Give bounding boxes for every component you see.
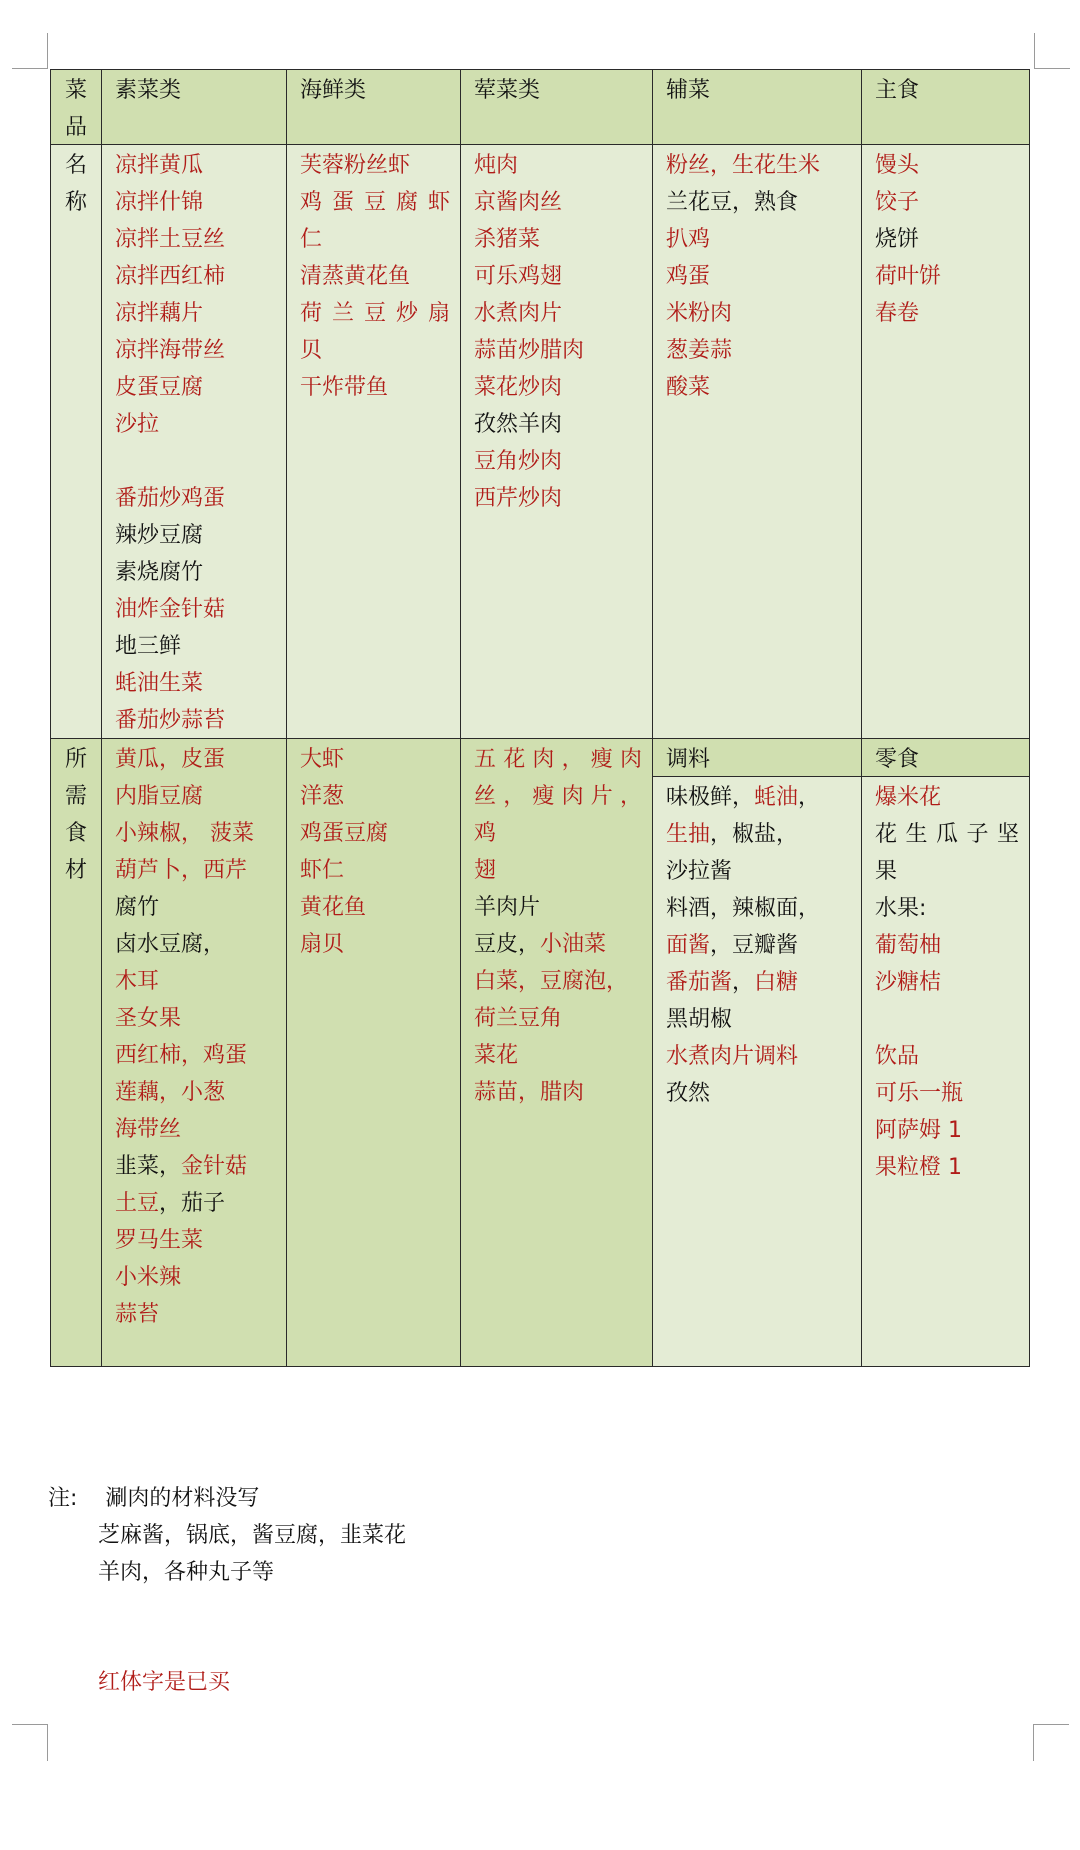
list-item [474,778,652,852]
bought-item-text: 西红柿， [115,1043,204,1068]
bought-item-text: 水煮肉片 [474,301,563,326]
list-item [115,443,286,480]
bought-item-text: 米粉肉 [666,301,733,326]
header-label: 素菜类 [115,78,182,103]
bought-item-text: 蒜苗，腊肉 [474,1080,585,1105]
list-item [666,816,861,853]
bought-item-text: 春卷 [875,301,920,326]
list-item [666,221,861,258]
bought-item-text: 圣女果 [115,1006,182,1031]
bought-item-text: 扇贝 [300,932,345,957]
dishes-vegetarian [101,144,287,739]
bought-item-text: 番茄酱 [666,970,733,995]
page-corner-mark-top-right [1034,33,1070,69]
notes-line-3: 羊肉，各种丸子等 [98,1560,275,1585]
bought-item-text: 生抽 [666,822,711,847]
list-item [666,332,861,369]
list-item [300,815,460,852]
item-text: ，豆瓣酱 [710,933,799,958]
list-item [666,369,861,406]
bought-item-text: 生花生米 [732,153,821,178]
bought-item-text: 蒜苗炒腊肉 [474,338,585,363]
bought-item-text: 蚝油生菜 [115,671,204,696]
list-item [115,1148,286,1185]
item-text: 黑胡椒 [666,1007,733,1032]
item-text: 花 生 瓜 子 坚 [875,822,1019,847]
list-item [875,927,1029,964]
list-item [115,554,286,591]
item-text: ，椒盐， [710,822,799,847]
item-text: 沙拉酱 [666,859,733,884]
item-text: 孜然羊肉 [474,412,563,437]
list-item [115,517,286,554]
list-item [300,332,460,369]
bought-item-text: 馒头 [875,153,920,178]
bought-item-text: 凉拌西红柿 [115,264,226,289]
item-text: 孜然 [666,1081,711,1106]
header-label: 海鲜类 [300,78,367,103]
list-item [474,295,652,332]
list-item [115,591,286,628]
list-item [300,741,460,778]
bought-item-text: 白糖 [754,970,799,995]
notes-prefix: 注: [48,1486,78,1511]
list-item [115,295,286,332]
bought-item-text: 鸡 蛋 豆 腐 虾 [300,190,450,215]
list-item [875,295,1029,332]
list-item [474,480,652,517]
bought-item-text: 翅 [474,858,497,883]
list-item [115,628,286,665]
list-item [666,1075,861,1112]
item-text: 素烧腐竹 [115,560,204,585]
page-corner-mark-bottom-left [12,1724,48,1761]
ingredients-snacks [861,776,1030,1367]
list-item [115,741,286,778]
list-item [875,890,1029,927]
ingredients-seasoning [652,776,862,1367]
bought-item-text: 清蒸黄花鱼 [300,264,411,289]
bought-item-text: 炖肉 [474,153,519,178]
list-item [300,369,460,406]
bought-item-text: 番茄炒蒜苔 [115,708,226,733]
ingredients-seafood [286,738,461,1367]
list-item [875,853,1029,890]
list-item [474,406,652,443]
item-text: 味极鲜， [666,785,755,810]
bought-item-text: 虾仁 [300,858,345,883]
page-corner-mark-top-left [12,33,48,69]
header-label: 辅菜 [666,78,711,103]
list-item [115,852,286,889]
list-item [115,258,286,295]
bought-item-text: 土豆 [115,1191,160,1216]
dishes-meat [460,144,653,739]
list-item [666,964,861,1001]
item-text: 韭菜， [115,1154,182,1179]
item-text: 料酒，辣椒面， [666,896,821,921]
list-item [474,963,652,1000]
list-item [875,221,1029,258]
bought-item-text: 内脂豆腐 [115,784,204,809]
list-item [115,963,286,1000]
list-item [115,889,286,926]
bought-item-text: 葡萄柚 [875,933,942,958]
bought-item-text: 黄瓜， [115,747,182,772]
list-item [875,1149,1029,1186]
item-text: 果 [875,859,898,884]
header-side-dishes [652,69,862,145]
row-label-text: 菜品 [64,78,87,140]
bought-item-text: 水煮肉片调料 [666,1044,799,1069]
bought-item-text: 小米辣 [115,1265,182,1290]
list-item [875,816,1029,853]
bought-item-text: 白菜，豆腐泡， [474,969,629,994]
list-item [115,1259,286,1296]
list-item [115,369,286,406]
list-item [115,1074,286,1111]
item-text: 豆皮， [474,932,541,957]
bought-item-text: 西芹炒肉 [474,486,563,511]
list-item [115,406,286,443]
header-seafood [286,69,461,145]
list-item [474,443,652,480]
list-item [875,1112,1029,1149]
bought-item-text: 果粒橙 1 [875,1155,962,1180]
list-item [474,184,652,221]
header-meat [460,69,653,145]
list-item [666,927,861,964]
bought-item-text: 菜花 [474,1043,519,1068]
list-item [474,221,652,258]
bought-item-text: 沙拉 [115,412,160,437]
bought-item-text: 金针菇 [181,1154,248,1179]
bought-item-text: 沙糖桔 [875,970,942,995]
bought-item-text: 贝 [300,338,323,363]
bought-item-text: 小油菜 [540,932,607,957]
list-item [300,258,460,295]
list-item [300,778,460,815]
page-corner-mark-bottom-right [1033,1724,1069,1761]
list-item [115,221,286,258]
notes-line-1 [48,1480,406,1517]
bought-item-text: 丝 ， 瘦 肉 片 ， 鸡 [474,784,642,846]
list-item [474,1000,652,1037]
list-item [115,778,286,815]
bought-item-text: 荷 兰 豆 炒 扇 [300,301,450,326]
list-item [666,184,861,221]
bought-item-text: 蚝油 [754,785,799,810]
dishes-seafood [286,144,461,739]
bought-item-text: 干炸带鱼 [300,375,389,400]
bought-item-text: 凉拌什锦 [115,190,204,215]
bought-item-text: 阿萨姆 1 [875,1118,962,1143]
bought-item-text: 西芹 [203,858,248,883]
bought-item-text: 扒鸡 [666,227,711,252]
bought-item-text: 仁 [300,227,323,252]
list-item [666,258,861,295]
list-item [115,702,286,739]
list-item [115,1111,286,1148]
list-item [875,1038,1029,1075]
bought-item-text: 京酱肉丝 [474,190,563,215]
list-item [115,147,286,184]
notes-text: 涮肉的材料没写 [105,1486,260,1511]
bought-item-text: 洋葱 [300,784,345,809]
row-label-text: 名称 [64,153,87,215]
item-text: 辣炒豆腐 [115,523,204,548]
list-item [300,147,460,184]
bought-item-text: 面酱 [666,933,711,958]
bought-item-text: 鸡蛋 [203,1043,248,1068]
bought-item-text: 油炸金针菇 [115,597,226,622]
header-staple-food [861,69,1030,145]
list-item [474,1074,652,1111]
list-item [115,332,286,369]
item-text: ， [798,785,821,810]
bought-item-text: 爆米花 [875,785,942,810]
list-item [474,332,652,369]
list-item [666,853,861,890]
bought-item-text: 饺子 [875,190,920,215]
list-item [666,779,861,816]
row-label-text: 所需食材 [64,747,87,883]
list-item [300,926,460,963]
header-label: 主食 [875,78,920,103]
header-vegetarian [101,69,287,145]
list-item [666,147,861,184]
list-item [115,1185,286,1222]
bought-item-text: 小辣椒， [115,821,204,846]
list-item [300,889,460,926]
item-text: 水果: [875,896,927,921]
bought-item-text: 木耳 [115,969,160,994]
bought-item-text: 皮蛋 [181,747,226,772]
bought-item-text: 凉拌海带丝 [115,338,226,363]
row-label-ingredients [50,738,102,1367]
bought-item-text: 五 花 肉 ， 瘦 肉 [474,747,642,772]
bought-item-text: 菜花炒肉 [474,375,563,400]
bought-item-text: 可乐鸡翅 [474,264,563,289]
list-item [115,926,286,963]
item-text: 卤水豆腐， [115,932,226,957]
ingredients-vegetarian [101,738,287,1367]
list-item [666,890,861,927]
bought-item-text: 芙蓉粉丝虾 [300,153,411,178]
list-item [300,221,460,258]
bought-item-text: 凉拌藕片 [115,301,204,326]
subheader-snacks [861,738,1030,777]
list-item [474,1037,652,1074]
bought-item-text: 大虾 [300,747,345,772]
bought-item-text: 鸡蛋豆腐 [300,821,389,846]
list-item [300,295,460,332]
bought-item-text: 凉拌黄瓜 [115,153,204,178]
bought-item-text: 罗马生菜 [115,1228,204,1253]
subheader-seasoning [652,738,862,777]
bought-item-text: 杀猪菜 [474,227,541,252]
item-text: ，茄子 [159,1191,226,1216]
bought-item-text: 豆角炒肉 [474,449,563,474]
bought-item-text: 菠菜 [203,821,255,846]
menu-table [50,69,1030,1367]
bought-item-text: 鸡蛋 [666,264,711,289]
list-item [666,1001,861,1038]
notes-block [48,1480,406,1591]
item-text: 地三鲜 [115,634,182,659]
bought-item-text: 可乐一瓶 [875,1081,964,1106]
list-item [474,852,652,889]
list-item [474,889,652,926]
bought-item-text: 蒜苔 [115,1302,160,1327]
list-item [474,369,652,406]
list-item [875,258,1029,295]
bought-item-text: 莲藕， [115,1080,182,1105]
list-item [875,964,1029,1001]
item-text: ， [732,970,755,995]
list-item [115,1296,286,1333]
bought-item-text: 荷叶饼 [875,264,942,289]
dishes-side [652,144,862,739]
list-item [875,184,1029,221]
item-text: 烧饼 [875,227,920,252]
bought-item-text: 黄花鱼 [300,895,367,920]
list-item [666,1038,861,1075]
list-item [474,258,652,295]
item-text: 腐竹 [115,895,160,920]
row-label-dishes-top [50,69,102,145]
bought-item-text: 海带丝 [115,1117,182,1142]
notes-line-2: 芝麻酱，锅底，酱豆腐，韭菜花 [98,1523,407,1548]
list-item [115,1000,286,1037]
subheader-label: 零食 [875,747,920,772]
list-item [875,1001,1029,1038]
bought-item-text: 葫芦卜， [115,858,204,883]
list-item [875,779,1029,816]
list-item [115,184,286,221]
ingredients-meat [460,738,653,1367]
header-label: 荤菜类 [474,78,541,103]
list-item [115,1222,286,1259]
list-item [474,741,652,778]
list-item [875,147,1029,184]
bought-item-text: 荷兰豆角 [474,1006,563,1031]
item-text: 兰花豆，熟食 [666,190,799,215]
list-item [666,295,861,332]
list-item [115,1037,286,1074]
bought-item-text: 小葱 [181,1080,226,1105]
bought-item-text: 皮蛋豆腐 [115,375,204,400]
item-text: 羊肉片 [474,895,541,920]
bought-item-text: 凉拌土豆丝 [115,227,226,252]
dishes-staple [861,144,1030,739]
bought-item-text: 酸菜 [666,375,711,400]
list-item [474,147,652,184]
list-item [474,926,652,963]
bought-legend: 红体字是已买 [98,1670,231,1695]
list-item [300,184,460,221]
list-item [115,815,286,852]
bought-item-text: 饮品 [875,1044,920,1069]
list-item [115,480,286,517]
bought-item-text: 番茄炒鸡蛋 [115,486,226,511]
row-label-dishes-bottom [50,144,102,739]
subheader-label: 调料 [666,747,711,772]
list-item [115,665,286,702]
list-item [300,852,460,889]
list-item [875,1075,1029,1112]
bought-item-text: 粉丝， [666,153,733,178]
bought-item-text: 葱姜蒜 [666,338,733,363]
